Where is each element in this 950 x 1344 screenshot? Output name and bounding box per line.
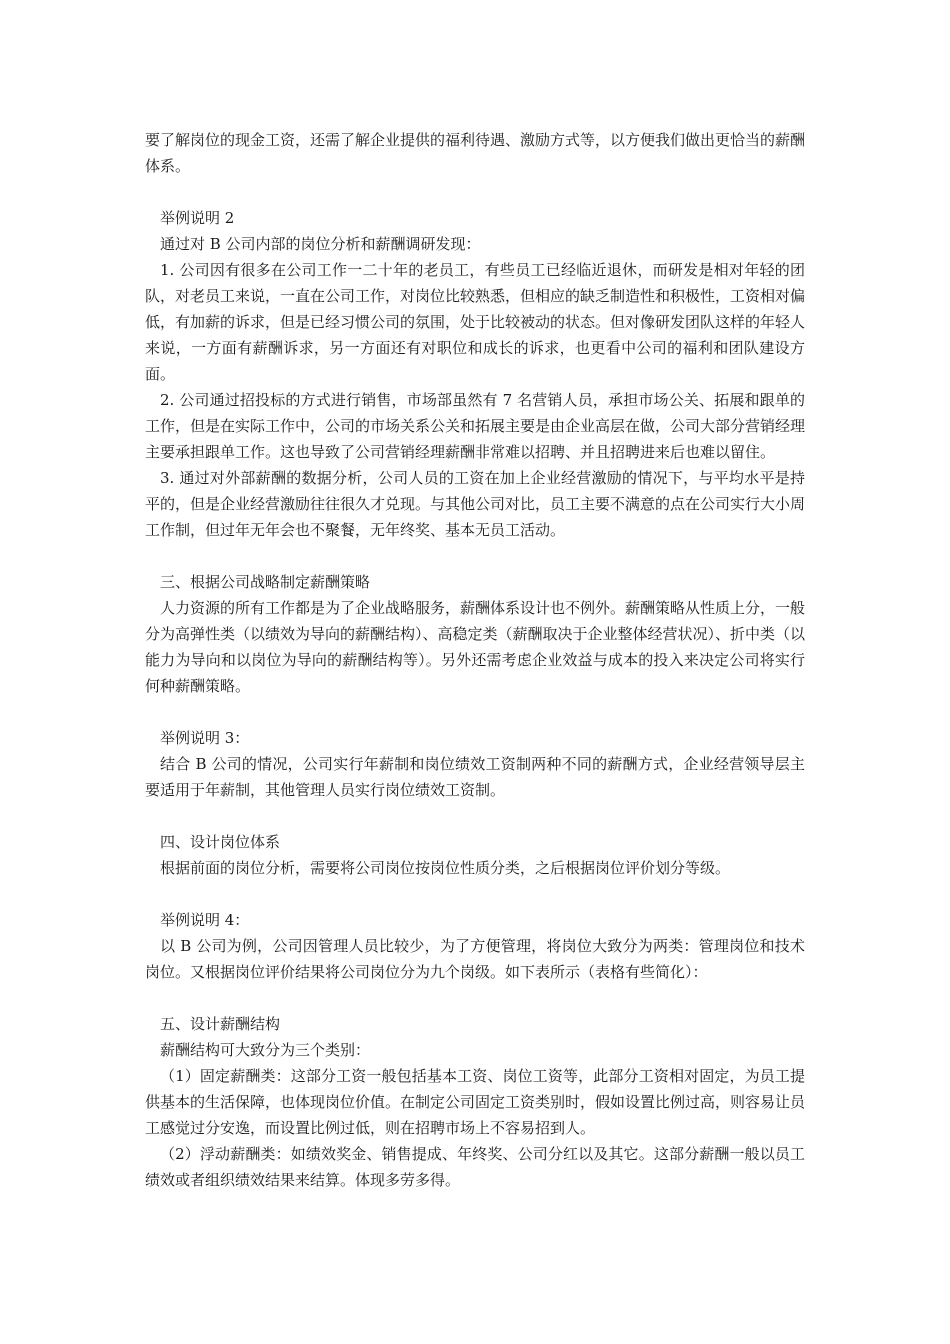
finding-2: 2. 公司通过招投标的方式进行销售，市场部虽然有 7 名营销人员，承担市场公关、拓展和跟单的工作，但是在实际工作中，公司的市场关系公关和拓展主要是由企业高层在做，公司大部分营销经理主要承担跟单工作。这也导致了公司营销经理薪酬非常难以招聘、并且招聘进来后也难以留住。 xyxy=(145,391,806,461)
section-heading-3: 三、根据公司战略制定薪酬策略 xyxy=(160,573,371,591)
paragraph-example-4: 以 B 公司为例，公司因管理人员比较少，为了方便管理，将岗位大致分为两类：管理岗位和技术岗位。又根据岗位评价结果将公司岗位分为九个岗级。如下表所示（表格有些简化）： xyxy=(145,937,805,981)
finding-3: 3. 通过对外部薪酬的数据分析，公司人员的工资在加上企业经营激励的情况下，与平均水平是持平的，但是企业经营激励往往很久才兑现。与其他公司对比，员工主要不满意的点在公司实行大小周工作制，但过年无年会也不聚餐，无年终奖、基本无员工活动。 xyxy=(145,469,806,539)
spacer xyxy=(145,543,805,569)
spacer xyxy=(145,179,805,205)
item-fixed-pay: （1）固定薪酬类：这部分工资一般包括基本工资、岗位工资等，此部分工资相对固定，为员工提供基本的生活保障，也体现岗位价值。在制定公司固定工资类别时，假如设置比例过高，则容易让员工感觉过分安逸，而设置比例过低，则在招聘市场上不容易招到人。 xyxy=(145,1067,806,1137)
section-heading-5: 五、设计薪酬结构 xyxy=(160,1015,281,1033)
example-heading-2: 举例说明 2 xyxy=(160,209,235,227)
paragraph-survey-lead: 通过对 B 公司内部的岗位分析和薪酬调研发现： xyxy=(160,235,481,253)
section-heading-4: 四、设计岗位体系 xyxy=(160,833,281,851)
paragraph-intro: 要了解岗位的现金工资，还需了解企业提供的福利待遇、激励方式等，以方便我们做出更恰当的薪酬体系。 xyxy=(145,131,806,175)
spacer xyxy=(145,985,805,1011)
paragraph-job-system: 根据前面的岗位分析，需要将公司岗位按岗位性质分类，之后根据岗位评价划分等级。 xyxy=(160,859,731,877)
spacer xyxy=(145,699,805,725)
finding-1: 1. 公司因有很多在公司工作一二十年的老员工，有些员工已经临近退休，而研发是相对年轻的团队，对老员工来说，一直在公司工作，对岗位比较熟悉，但相应的缺乏制造性和积极性，工资相对偏低，有加薪的诉求，但是已经习惯公司的氛围，处于比较被动的状态。但对像研发团队这样的年轻人来说，一方面有薪酬诉求，另一方面还有对职位和成长的诉求，也更看中公司的福利和团队建设方面。 xyxy=(145,261,806,383)
paragraph-strategy: 人力资源的所有工作都是为了企业战略服务，薪酬体系设计也不例外。薪酬策略从性质上分，一般分为高弹性类（以绩效为导向的薪酬结构）、高稳定类（薪酬取决于企业整体经营状况）、折中类（以能力为导向和以岗位为导向的薪酬结构等）。另外还需考虑企业效益与成本的投入来决定公司将实行何种薪酬策略。 xyxy=(145,599,806,695)
example-heading-4: 举例说明 4： xyxy=(160,911,250,929)
example-heading-3: 举例说明 3： xyxy=(160,729,250,747)
paragraph-example-3: 结合 B 公司的情况，公司实行年薪制和岗位绩效工资制两种不同的薪酬方式，企业经营领导层主要适用于年薪制，其他管理人员实行岗位绩效工资制。 xyxy=(145,755,805,799)
paragraph-structure-lead: 薪酬结构可大致分为三个类别： xyxy=(160,1041,371,1059)
spacer xyxy=(145,881,805,907)
spacer xyxy=(145,803,805,829)
document-body xyxy=(145,127,805,1193)
item-variable-pay: （2）浮动薪酬类：如绩效奖金、销售提成、年终奖、公司分红以及其它。这部分薪酬一般以员工绩效或者组织绩效结果来结算。体现多劳多得。 xyxy=(145,1145,805,1189)
